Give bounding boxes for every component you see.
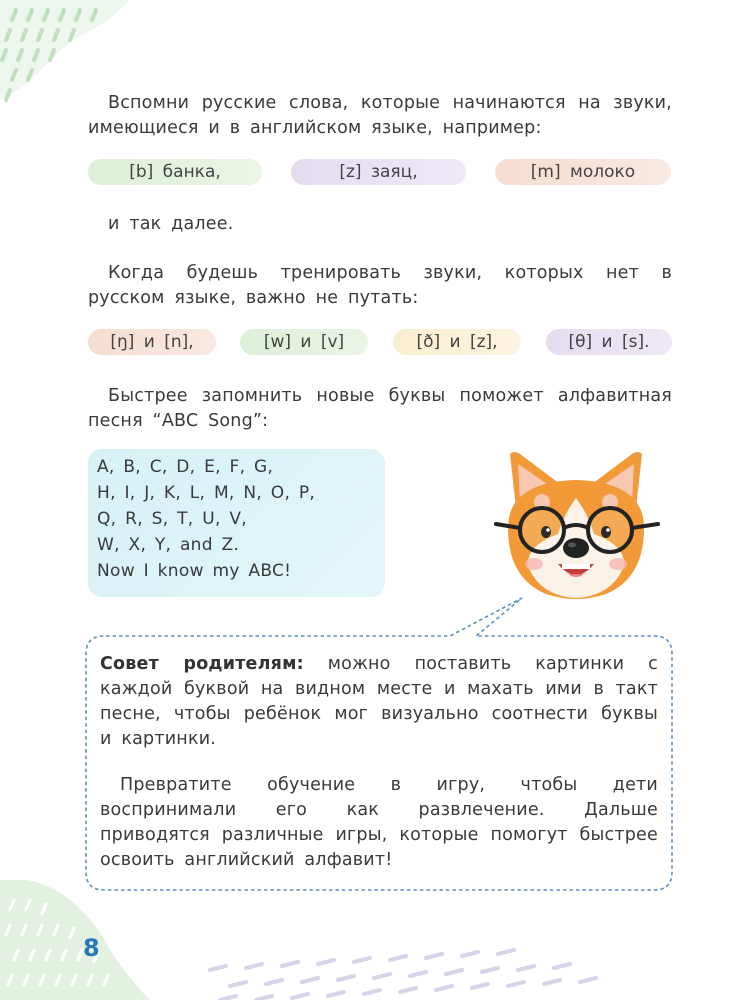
example-pill-b: [b] банка,	[88, 159, 262, 185]
tip-title: Совет родителям:	[100, 654, 304, 674]
example-pill-z: [z] заяц,	[291, 159, 466, 185]
page-number: 8	[83, 934, 100, 962]
tip-paragraph-1	[100, 652, 658, 752]
contrast-pill-w-v: [w] и [v]	[240, 329, 368, 355]
abc-song-line: Now I know my ABC!	[97, 561, 292, 581]
abc-song-line: Q, R, S, T, U, V,	[97, 509, 247, 529]
tip-paragraph-2: Превратите обучение в игру, чтобы дети воспринимали его как развлечение. Дальше приводятся различные игры, которые помогут быстрее освоить английский алфавит!	[100, 775, 658, 870]
training-paragraph: Когда будешь тренировать звуки, которых нет в русском языке, важно не путать:	[88, 263, 672, 308]
abc-song-line: A, B, C, D, E, F, G,	[97, 457, 274, 477]
contrast-pill-th-s: [θ] и [s].	[546, 329, 672, 355]
intro-paragraph: Вспомни русские слова, которые начинаются на звуки, имеющиеся и в английском языке, например:	[88, 93, 672, 138]
example-pill-m: [m] молоко	[495, 159, 671, 185]
abc-song-line: W, X, Y, and Z.	[97, 535, 240, 555]
tip-body: можно поставить картинки с каждой буквой на видном месте и махать ими в такт песне, чтобы ребёнок мог визуально соотнести буквы и картинки.	[100, 654, 658, 749]
etc-text: и так далее.	[108, 214, 234, 234]
abc-song-line: H, I, J, K, L, M, N, O, P,	[97, 483, 316, 503]
contrast-pill-ng-n: [ŋ] и [n],	[88, 329, 216, 355]
song-intro-paragraph: Быстрее запомнить новые буквы поможет алфавитная песня “ABC Song”:	[88, 386, 672, 431]
contrast-pill-dh-z: [ð] и [z],	[393, 329, 521, 355]
